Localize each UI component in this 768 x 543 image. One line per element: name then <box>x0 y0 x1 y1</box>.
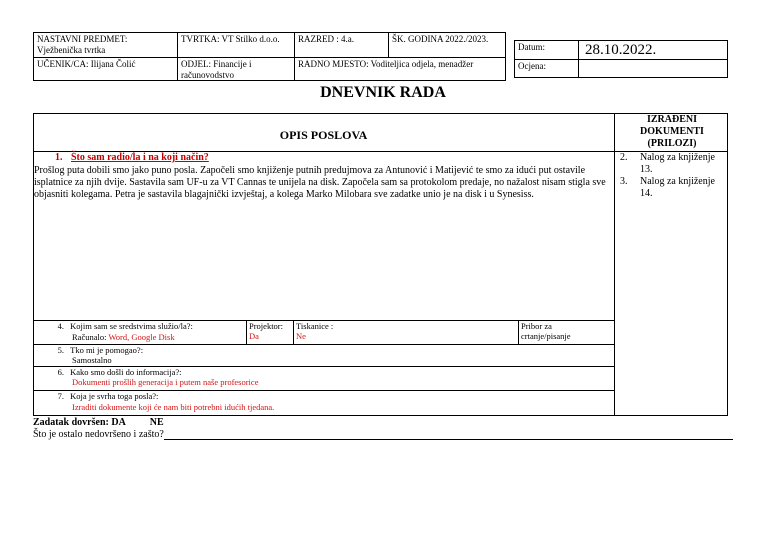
tiskanice-value: Ne <box>296 331 306 341</box>
ucenik-text: UČENIK/CA: Ilijana Čolić <box>37 59 136 69</box>
racunalo-value: Word, Google Disk <box>108 332 175 342</box>
dokumenti-header: IZRAĐENI DOKUMENTI (PRILOZI) <box>640 114 704 149</box>
pribor-label: Pribor za crtanje/pisanje <box>521 321 571 341</box>
radno-mjesto-text: RADNO MJESTO: Voditeljica odjela, menadžer <box>298 59 474 69</box>
skolska-godina-cell <box>388 32 506 58</box>
odjel-cell <box>177 57 295 81</box>
skolska-godina-text: ŠK. GODINA 2022./2023. <box>392 34 489 44</box>
zadatak-dovrsen <box>33 417 333 429</box>
q6-question <box>34 367 434 377</box>
q4-question <box>34 321 244 331</box>
nedovrseno-line <box>33 429 733 441</box>
q6-answer: Dokumenti prošlih generacija i putem naše profesorice <box>72 377 259 387</box>
datum-value: 28.10.2022. <box>585 42 657 58</box>
q6-number: 6. <box>57 367 64 377</box>
document-item <box>618 176 724 200</box>
datum-value-cell <box>578 40 728 60</box>
q4-question-text: Kojim sam se sredstvima služio/la?: <box>70 321 193 331</box>
document-number: 3. <box>620 176 628 187</box>
q5-answer: Samostalno <box>72 355 112 365</box>
tvrtka-cell <box>177 32 295 58</box>
zadatak-label: Zadatak dovršen: DA <box>33 417 126 428</box>
nastavni-predmet-value: Vježbenička tvrtka <box>37 45 106 55</box>
odjel-text: ODJEL: Financije i računovodstvo <box>181 59 252 80</box>
racunalo-line <box>72 332 247 342</box>
q7-question-text: Koja je svrha toga posla?: <box>70 391 159 401</box>
documents-list <box>618 152 724 200</box>
racunalo-label: Računalo: <box>72 332 107 342</box>
projektor-value: Da <box>249 331 259 341</box>
ocjena-label-cell <box>514 59 579 78</box>
tvrtka-text: TVRTKA: VT Stilko d.o.o. <box>181 34 280 44</box>
q1-question <box>55 152 605 163</box>
q5-question-text: Tko mi je pomogao?: <box>70 345 144 355</box>
page-title: DNEVNIK RADA <box>320 84 446 101</box>
datum-label-cell <box>514 40 579 60</box>
ocjena-value-cell <box>578 59 728 78</box>
q1-answer: Prošlog puta dobili smo jako puno posla. Započeli smo knjiženje putnih predujmova za Antunović i Matijević te smo za idući put ostavile isplatnice za njih dvije. Sastavila sam UF-u za VT Cannas te unijela na disk. Započela sam sa protokolom predaje, no nažalost nisam stigla sve objasniti kolegama. Petra je sastavila blagajnički izvještaj, a kolega Marko Milobara sve zadatke unio je na disk i u Synesiss. <box>34 165 606 200</box>
q4-number: 4. <box>57 321 64 331</box>
nedovrseno-blank <box>164 429 733 440</box>
razred-cell <box>294 32 389 58</box>
projektor-cell <box>249 321 293 341</box>
q7-question <box>34 391 434 401</box>
q5-question <box>34 345 434 355</box>
q7-answer: Izraditi dokumente koji će nam biti potrebni idućih tjedana. <box>72 402 275 412</box>
ocjena-label: Ocjena: <box>518 61 546 71</box>
document-text: Nalog za knjiženje 13. <box>640 152 715 175</box>
ucenik-cell <box>33 57 178 81</box>
zadatak-ne: NE <box>149 417 164 428</box>
projektor-label: Projektor: <box>249 321 283 331</box>
nastavni-predmet-label: NASTAVNI PREDMET: <box>37 34 128 44</box>
q1-question-text: Što sam radio/la i na koji način? <box>71 152 209 163</box>
radno-mjesto-cell <box>294 57 506 81</box>
datum-label: Datum: <box>518 42 545 52</box>
nedovrseno-label: Što je ostalo nedovršeno i zašto? <box>33 429 164 440</box>
nastavni-predmet-cell <box>33 32 178 58</box>
q1-number: 1. <box>55 152 63 163</box>
document-text: Nalog za knjiženje 14. <box>640 176 715 199</box>
q7-number: 7. <box>57 391 64 401</box>
tiskanice-label: Tiskanice : <box>296 321 334 331</box>
tiskanice-cell <box>296 321 516 341</box>
document-item <box>618 152 724 176</box>
q5-number: 5. <box>57 345 64 355</box>
q6-question-text: Kako smo došli do informacija?: <box>70 367 182 377</box>
razred-text: RAZRED : 4.a. <box>298 34 354 44</box>
document-number: 2. <box>620 152 628 163</box>
opis-poslova-header: OPIS POSLOVA <box>279 128 368 142</box>
